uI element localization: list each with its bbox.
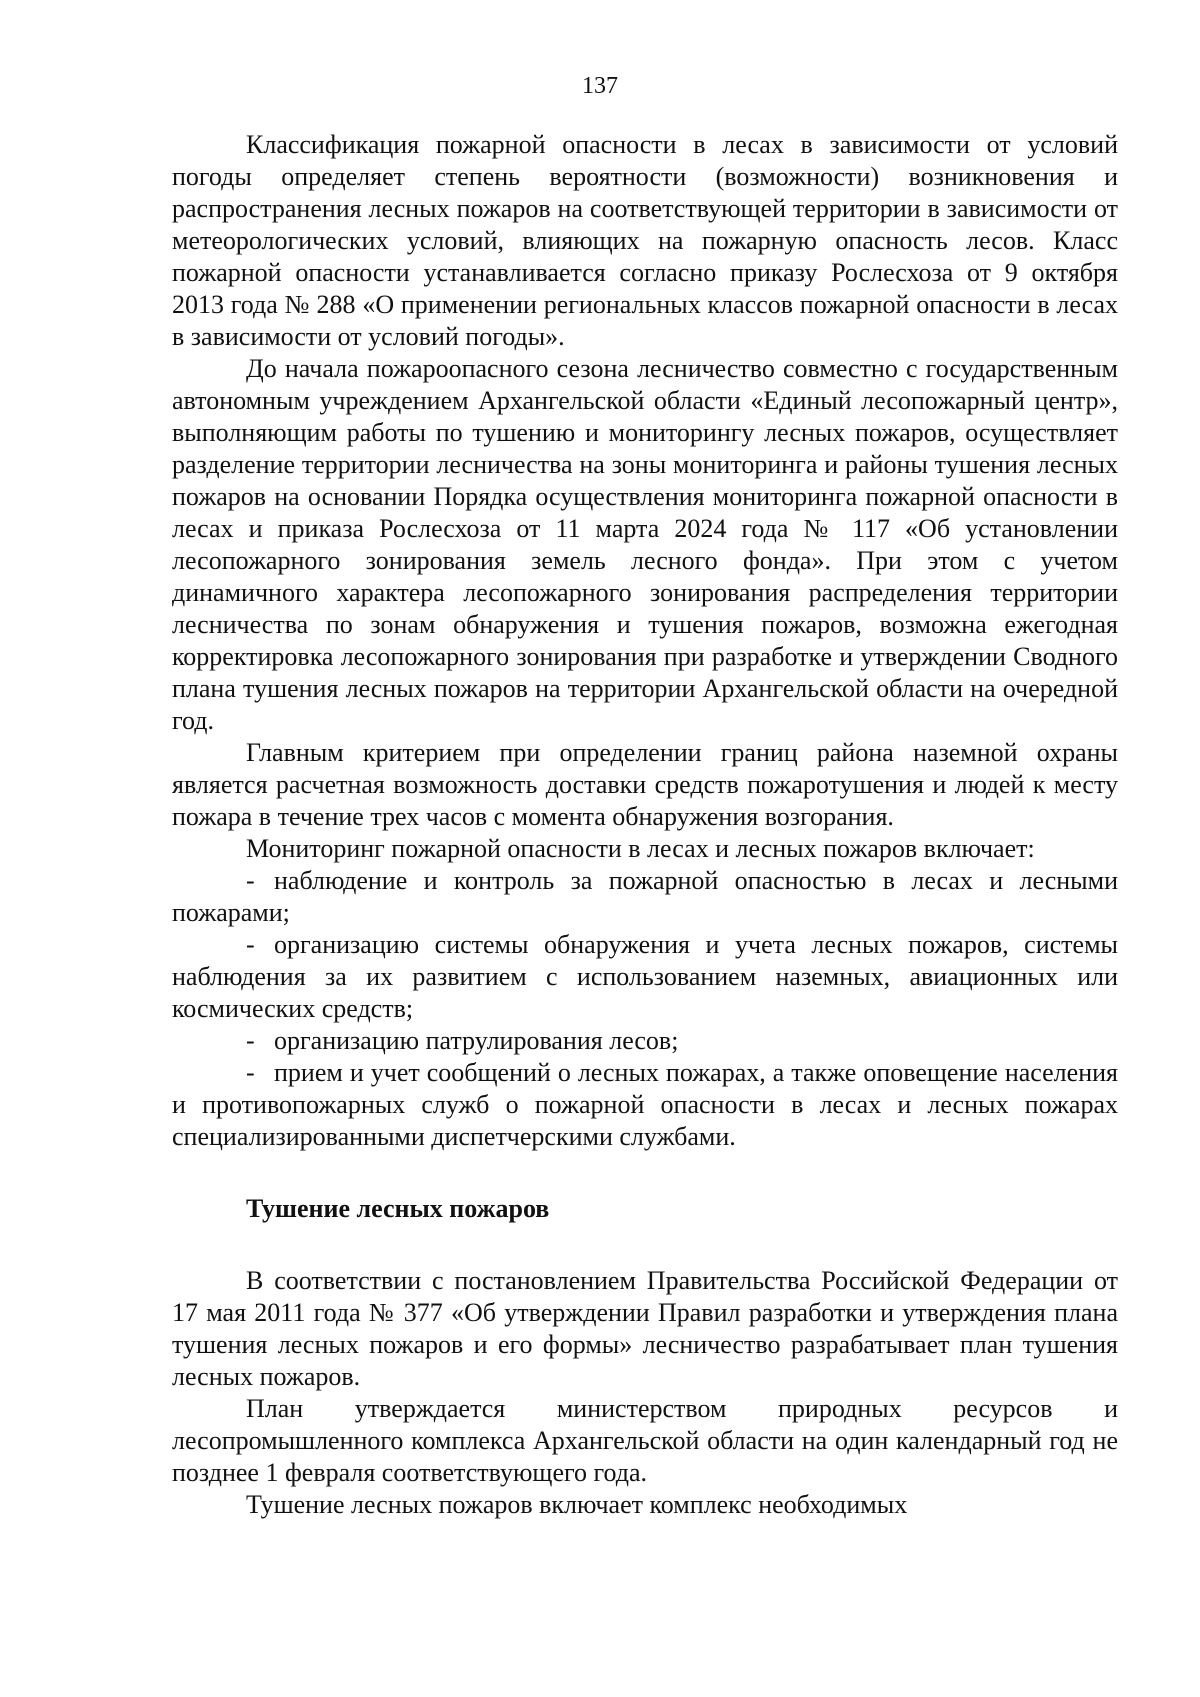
- list-item: [172, 929, 1118, 1025]
- paragraph-fire-danger-classification: Классификация пожарной опасности в лесах в зависимости от условий погоды определяет степень вероятности (возможности) возникновения и распространения лесных пожаров на соответствующей территории в зависимости от метеорологических условий, влияющих на пожарную опасность лесов. Класс пожарной опасности устанавливается согласно приказу Рослесхоза от 9 октября 2013 года № 288 «О применении региональных классов пожарной опасности в лесах в зависимости от условий погоды».: [172, 130, 1118, 351]
- paragraph-fire-suppression: Тушение лесных пожаров включает комплекс необходимых: [246, 1490, 908, 1519]
- monitoring-list: [172, 865, 1118, 1153]
- list-item-text: организацию системы обнаружения и учета лесных пожаров, системы наблюдения за их развитием с использованием наземных, авиационных или космических средств;: [172, 930, 1118, 1023]
- page-number: 137: [582, 73, 618, 99]
- section-spacer: [172, 1225, 1118, 1265]
- section-spacer: [172, 1153, 1118, 1193]
- list-dash: -: [246, 930, 255, 959]
- paragraph-fire-zoning: До начала пожароопасного сезона лесничество совместно с государственным автономным учреждением Архангельской области «Единый лесопожарный центр», выполняющим работы по тушению и мониторингу лесных пожаров, осуществляет разделение территории лесничества на зоны мониторинга и районы тушения лесных пожаров на основании Порядка осуществления мониторинга пожарной опасности в лесах и приказа Рослесхоза от 11 марта 2024 года № 117 «Об установлении лесопожарного зонирования земель лесного фонда». При этом с учетом динамичного характера лесопожарного зонирования распределения территории лесничества по зонам обнаружения и тушения пожаров, возможна ежегодная корректировка лесопожарного зонирования при разработке и утверждении Сводного плана тушения лесных пожаров на территории Архангельской области на очередной год.: [172, 354, 1118, 735]
- list-dash: -: [246, 866, 255, 895]
- list-item-text: прием и учет сообщений о лесных пожарах, а также оповещение населения и противопожарных служб о пожарной опасности в лесах и лесных пожарах специализированными диспетчерскими службами.: [172, 1058, 1118, 1151]
- paragraph-ground-protection-criteria: Главным критерием при определении границ района наземной охраны является расчетная возможность доставки средств пожаротушения и людей к месту пожара в течение трех часов с момента обнаружения возгорания.: [172, 738, 1118, 831]
- list-item: [172, 1025, 1118, 1057]
- list-item-text: наблюдение и контроль за пожарной опасностью в лесах и лесными пожарами;: [172, 866, 1118, 927]
- list-item: [172, 1057, 1118, 1153]
- document-body: [172, 129, 1118, 1521]
- paragraph-plan-approval: План утверждается министерством природных ресурсов и лесопромышленного комплекса Архангельской области на один календарный год не позднее 1 февраля соответствующего года.: [172, 1394, 1118, 1487]
- section-heading: Тушение лесных пожаров: [246, 1194, 550, 1223]
- list-item: [172, 865, 1118, 929]
- paragraph-fire-plan-regulation: В соответствии с постановлением Правительства Российской Федерации от 17 мая 2011 года № 377 «Об утверждении Правил разработки и утверждения плана тушения лесных пожаров и его формы» лесничество разрабатывает план тушения лесных пожаров.: [172, 1266, 1118, 1391]
- list-dash: -: [246, 1026, 255, 1055]
- list-dash: -: [246, 1058, 255, 1087]
- paragraph-monitoring-intro: Мониторинг пожарной опасности в лесах и лесных пожаров включает:: [246, 834, 1035, 863]
- list-item-text: организацию патрулирования лесов;: [274, 1026, 679, 1055]
